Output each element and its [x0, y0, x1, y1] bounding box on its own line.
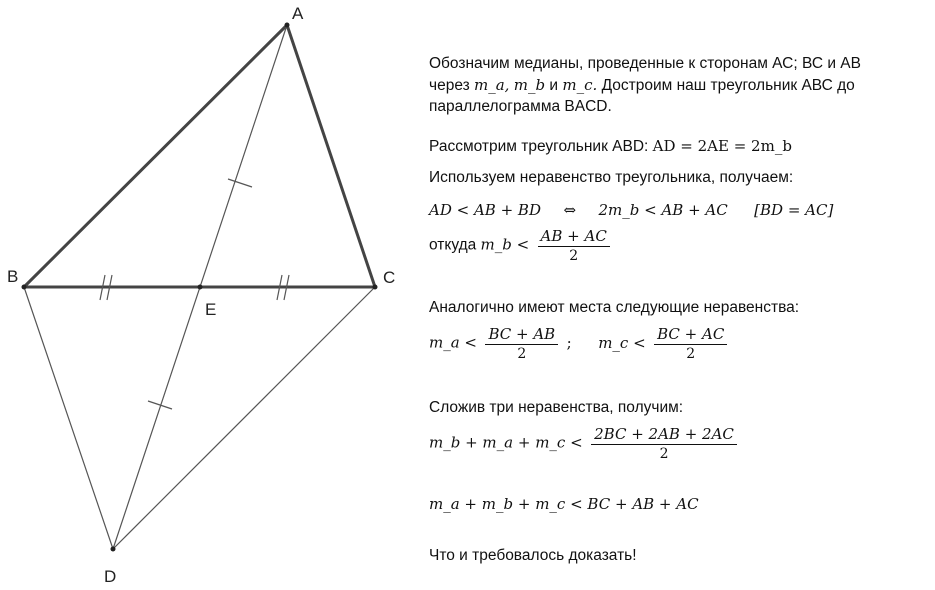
ineq2-lhs: m_a <	[429, 333, 478, 352]
sum-lhs: m_b + m_a + m_c <	[429, 433, 583, 452]
side-ac	[287, 25, 375, 287]
paragraph-1-line-1: Обозначим медианы, проведенные к сторонам АС; ВС и АВ	[429, 55, 861, 72]
fraction-numerator: 2BC + 2AB + 2AC	[591, 425, 737, 445]
ineq1-left: AD < AB + BD	[429, 201, 541, 219]
median-mc: m_c.	[562, 75, 598, 94]
p1-post: Достроим наш треугольник АВС до	[601, 76, 855, 94]
p2-pre: Рассмотрим треугольник ABD:	[429, 138, 649, 155]
fraction-denominator: 2	[686, 346, 696, 362]
label-c: C	[383, 268, 396, 287]
paragraph-1-line-3: параллелограмма BACD.	[429, 97, 612, 115]
fraction-denominator: 2	[659, 446, 669, 462]
inequalities-2-3	[429, 325, 731, 362]
proof-text	[429, 54, 929, 118]
vertex-a	[285, 23, 290, 28]
side-cd	[113, 287, 375, 549]
p1-and: и	[549, 76, 559, 94]
label-d: D	[104, 567, 117, 586]
vertex-c	[373, 285, 378, 290]
fraction-bc-ab	[485, 325, 558, 362]
conclusion: Что и требовалось доказать!	[429, 547, 637, 564]
p2-math: AD = 2AE = 2m_b	[652, 137, 792, 155]
fraction-bc-ac	[654, 325, 727, 362]
final-inequality: m_a + m_b + m_c < BC + AB + AC	[429, 495, 699, 513]
separator: ;	[566, 333, 572, 352]
fraction-numerator: BC + AC	[654, 325, 727, 345]
fraction-denominator: 2	[569, 248, 579, 264]
paragraph-6: Сложив три неравенства, получим:	[429, 399, 684, 416]
side-ab	[24, 25, 287, 287]
p4-lhs: m_b <	[480, 235, 530, 254]
fraction-numerator: BC + AB	[485, 325, 558, 345]
label-a: A	[292, 4, 304, 23]
ineq3-lhs: m_c <	[598, 333, 646, 352]
vertex-b	[22, 285, 27, 290]
p1-pre: через	[429, 76, 470, 94]
vertex-d	[111, 547, 116, 552]
label-e: E	[205, 300, 217, 319]
label-b: B	[7, 267, 19, 286]
median-ma: m_a,	[474, 75, 510, 94]
paragraph-4	[429, 227, 614, 264]
side-bd	[24, 287, 113, 549]
paragraph-1-line-2	[429, 75, 929, 97]
median-mb: m_b	[513, 75, 546, 94]
paragraph-2	[429, 137, 792, 156]
fraction-ab-ac	[538, 227, 610, 264]
sum-inequality	[429, 425, 741, 462]
equivalence-arrow: ⇔	[563, 201, 577, 219]
paragraph-3: Используем неравенство треугольника, получаем:	[429, 169, 794, 186]
fraction-sum	[591, 425, 737, 462]
ineq1-mid: 2m_b < AB + AC	[598, 201, 728, 219]
ineq1-right: [BD = AC]	[754, 201, 834, 219]
vertex-e	[198, 285, 203, 290]
geometry-figure	[0, 0, 420, 590]
paragraph-5: Аналогично имеют места следующие неравенства:	[429, 299, 800, 316]
fraction-numerator: AB + AC	[538, 227, 610, 247]
inequality-1	[429, 201, 833, 220]
p4-pre: откуда	[429, 236, 477, 254]
tick-ae	[228, 179, 252, 187]
fraction-denominator: 2	[517, 346, 527, 362]
